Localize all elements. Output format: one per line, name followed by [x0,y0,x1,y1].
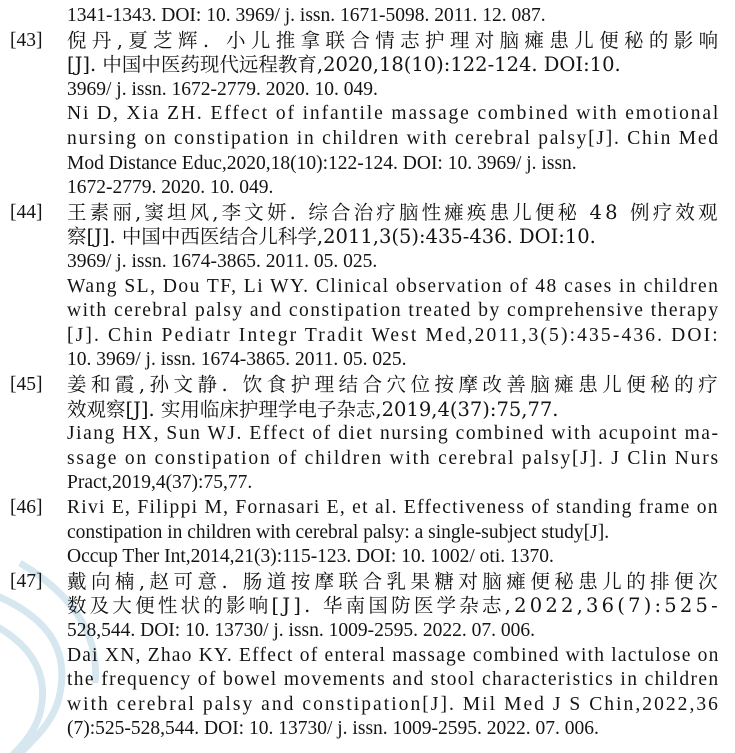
reference-line: constipation in children with cerebral palsy: a single-subject study[J]. [67,521,610,543]
reference-number: [46] [10,497,43,518]
reference-number: [47] [10,570,43,592]
reference-line: [J]. 中国中医药现代远程教育,2020,18(10):122-124. DOI:10. [67,53,621,77]
reference-line: 1672-2779. 2020. 10. 049. [67,177,274,199]
reference-line: 察[J]. 中国中西医结合儿科学,2011,3(5):435-436. DOI:10. [67,225,596,249]
reference-line: 戴向楠,赵可意. 肠道按摩联合乳果糖对脑瘫便秘患儿的排便次 [67,569,723,593]
reference-line: Dai XN, Zhao KY. Effect of enteral massage combined with lactulose on [67,644,720,666]
reference-line: 数及大便性状的影响[J]. 华南国防医学杂志,2022,36(7):525- [67,594,721,618]
reference-line: 3969/ j. issn. 1672-2779. 2020. 10. 049. [67,78,378,100]
reference-line: ssage on constipation of children with cerebral palsy[J]. J Clin Nurs [67,447,720,469]
reference-line: with cerebral palsy and constipation[J]. Mil Med J S Chin,2022,36 [67,693,720,715]
reference-line: 王素丽,窦坦风,李文妍. 综合治疗脑性瘫痪患儿便秘 48 例疗效观 [67,200,721,224]
reference-line: Ni D, Xia ZH. Effect of infantile massage combined with emotional [67,103,721,125]
reference-line: [J]. Chin Pediatr Integr Tradit West Med,2011,3(5):435-436. DOI: [67,324,720,346]
reference-line: 效观察[J]. 实用临床护理学电子杂志,2019,4(37):75,77. [67,397,559,421]
reference-line: Jiang HX, Sun WJ. Effect of diet nursing combined with acupoint ma- [67,423,720,445]
reference-line: Wang SL, Dou TF, Li WY. Clinical observation of 48 cases in children [67,275,720,297]
reference-line: with cerebral palsy and constipation treated by comprehensive therapy [67,300,720,322]
reference-line: Rivi E, Filippi M, Fornasari E, et al. Effectiveness of standing frame on [67,497,719,518]
reference-line: Occup Ther Int,2014,21(3):115-123. DOI: 10. 1002/ oti. 1370. [67,546,554,568]
reference-line: (7):525-528,544. DOI: 10. 13730/ j. issn. 1009-2595. 2022. 07. 006. [67,718,599,740]
reference-line: 倪丹,夏芝辉. 小儿推拿联合情志护理对脑瘫患儿便秘的影响 [67,28,724,52]
reference-line: 姜和霞,孙文静. 饮食护理结合穴位按摩改善脑瘫患儿便秘的疗 [67,373,723,396]
reference-line: Mod Distance Educ,2020,18(10):122-124. DOI: 10. 3969/ j. issn. [67,152,577,174]
reference-line: 1341-1343. DOI: 10. 3969/ j. issn. 1671-5098. 2011. 12. 087. [67,5,546,26]
reference-line: 528,544. DOI: 10. 13730/ j. issn. 1009-2595. 2022. 07. 006. [67,620,535,641]
reference-number: [43] [10,29,43,51]
reference-number: [44] [10,201,43,223]
reference-number: [45] [10,374,43,395]
reference-line: 3969/ j. issn. 1674-3865. 2011. 05. 025. [67,251,378,272]
reference-line: the frequency of bowel movements and stool characteristics in children [67,669,720,691]
reference-line: 10. 3969/ j. issn. 1674-3865. 2011. 05. 025. [67,349,407,371]
reference-line: Pract,2019,4(37):75,77. [67,472,253,494]
reference-line: nursing on constipation in children with cerebral palsy[J]. Chin Med [67,128,720,149]
